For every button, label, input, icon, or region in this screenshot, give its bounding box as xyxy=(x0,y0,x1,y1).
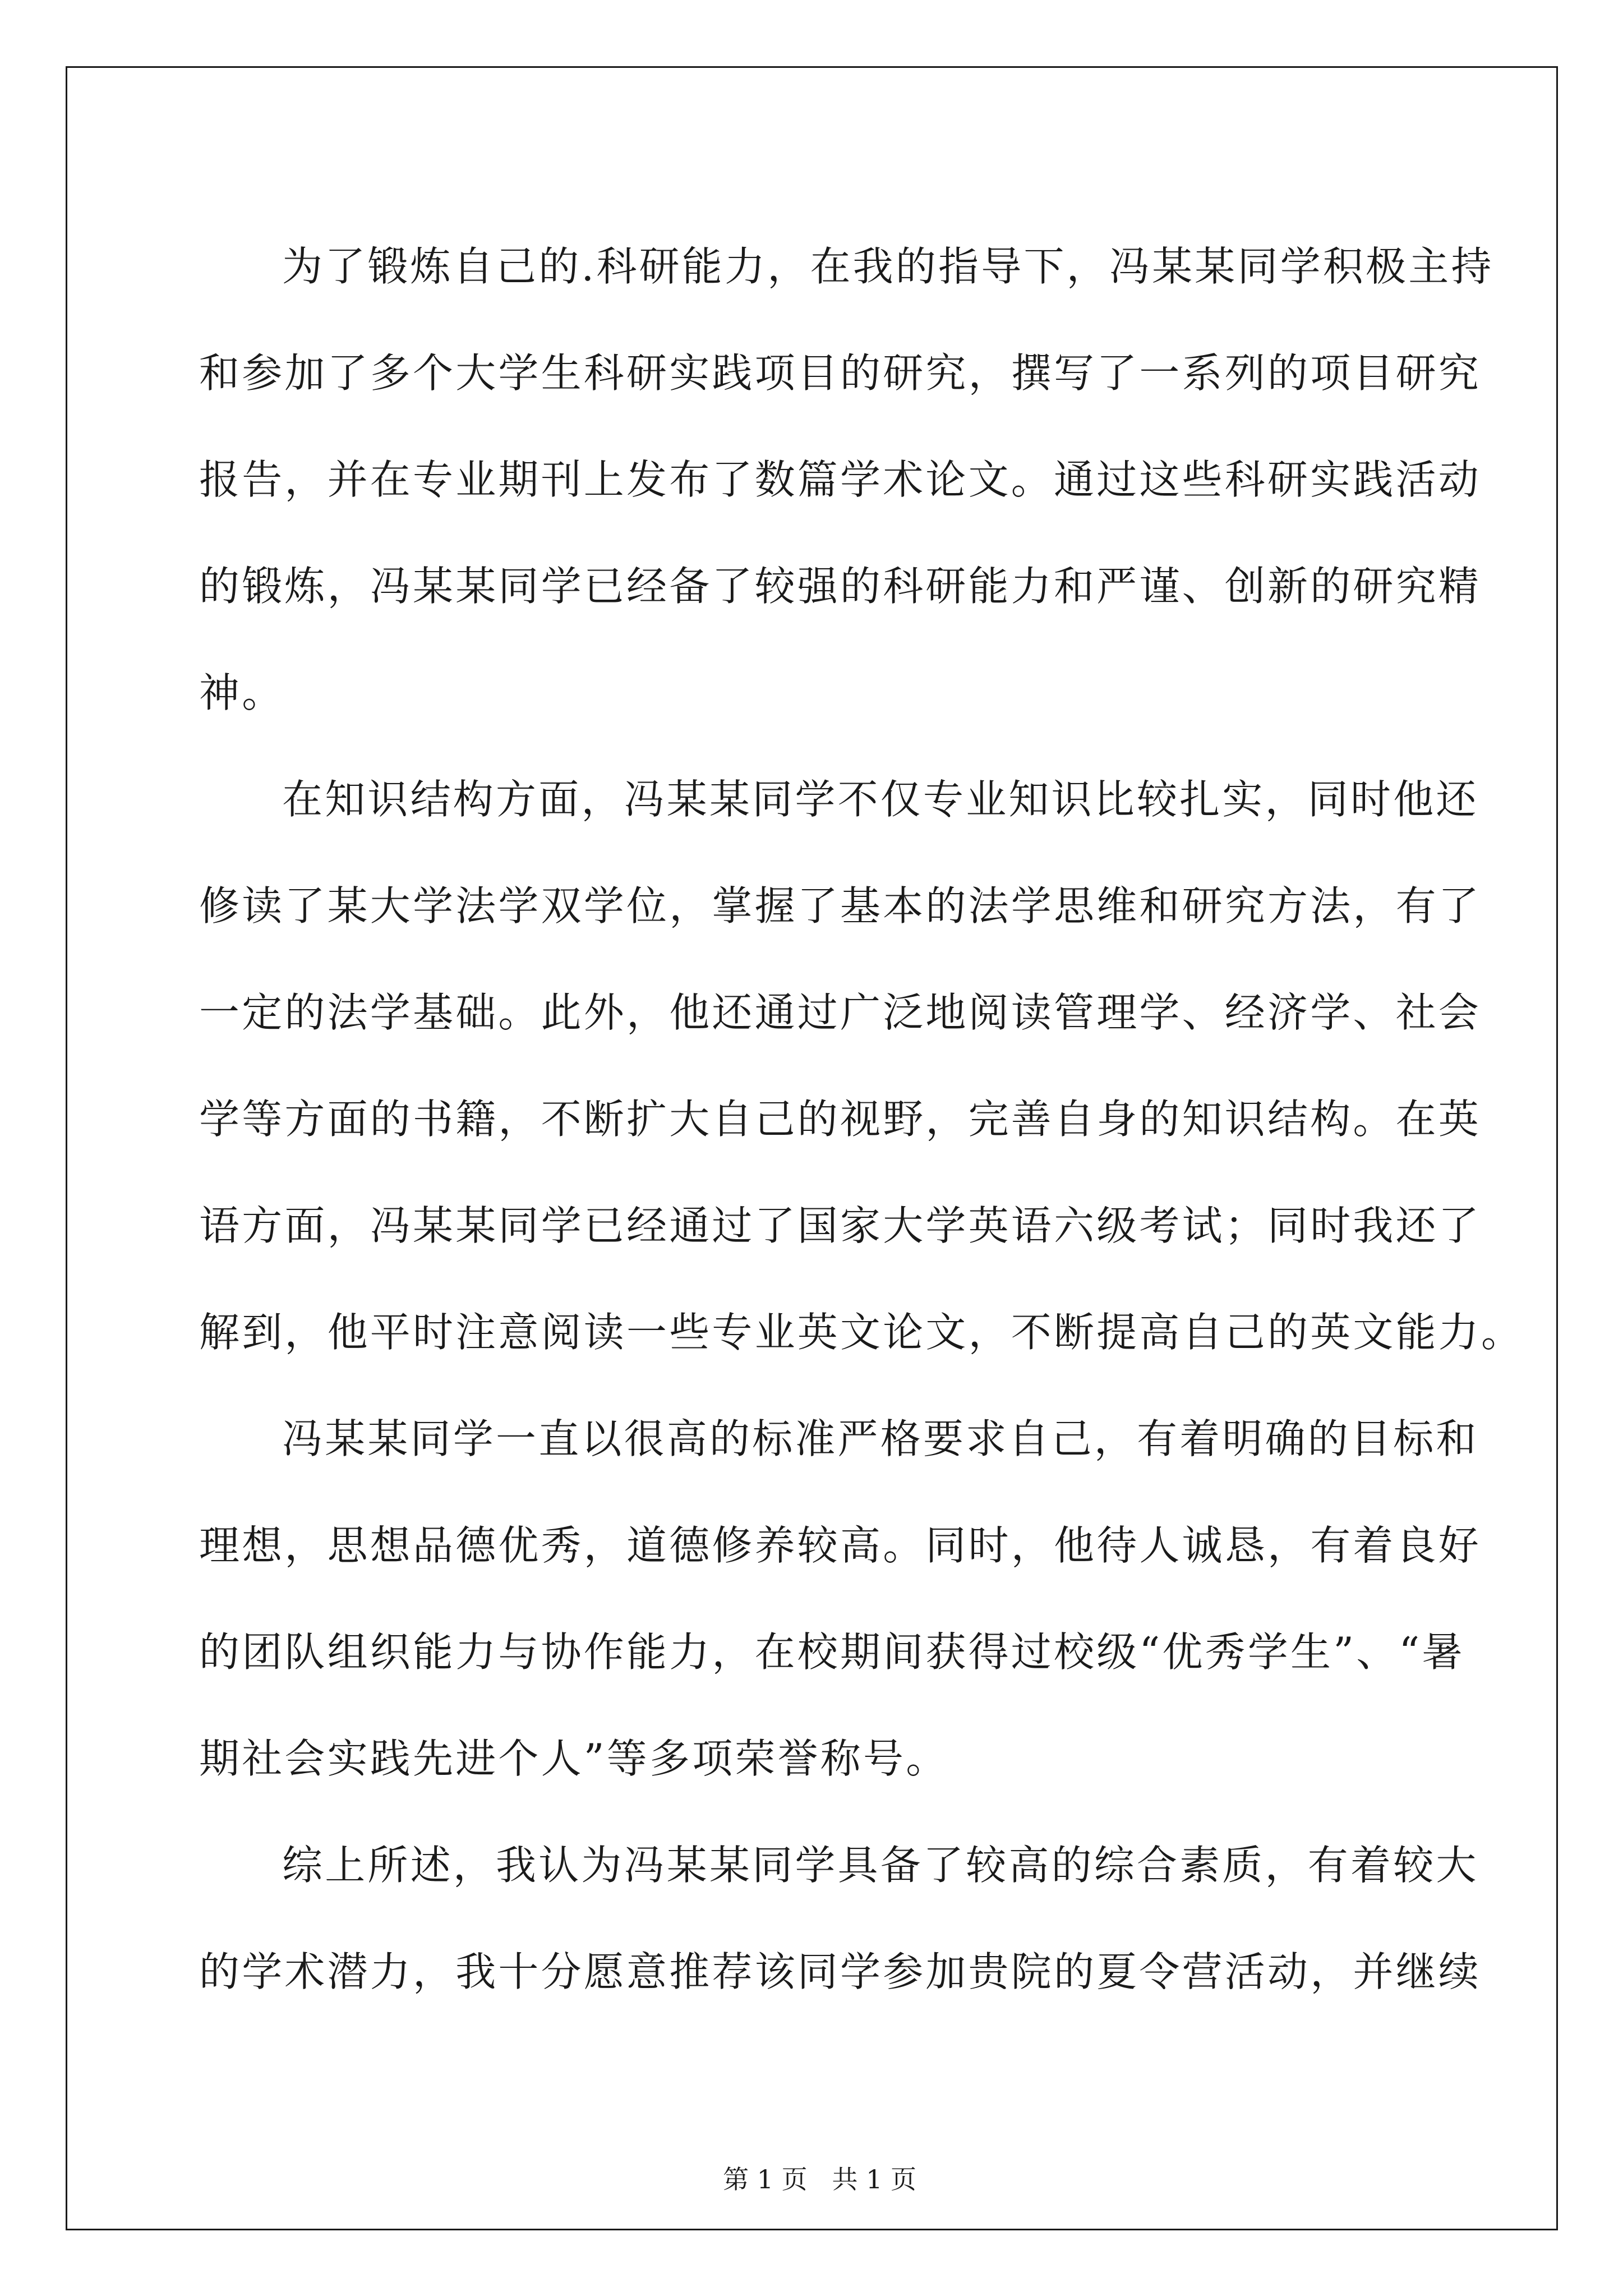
paragraph-line: 一定的法学基础。此外，他还通过广泛地阅读管理学、经济学、社会 xyxy=(199,989,1482,1036)
paragraph-line: 的学术潜力，我十分愿意推荐该同学参加贵院的夏令营活动，并继续 xyxy=(199,1948,1482,1995)
paragraph-line: 冯某某同学一直以很高的标准严格要求自己，有着明确的目标和 xyxy=(282,1415,1479,1462)
paragraph-line: 的团队组织能力与协作能力，在校期间获得过校级“优秀学生”、“暑 xyxy=(199,1628,1465,1676)
paragraph-line: 报告，并在专业期刊上发布了数篇学术论文。通过这些科研实践活动 xyxy=(199,456,1482,503)
paragraph-line: 为了锻炼自己的.科研能力，在我的指导下，冯某某同学积极主持 xyxy=(282,243,1494,290)
paragraph-line: 综上所述，我认为冯某某同学具备了较高的综合素质，有着较大 xyxy=(282,1842,1479,1889)
paragraph-line: 解到，他平时注意阅读一些专业英文论文，不断提高自己的英文能力。 xyxy=(199,1309,1524,1356)
paragraph-line: 的锻炼，冯某某同学已经备了较强的科研能力和严谨、创新的研究精 xyxy=(199,563,1482,610)
paragraph-line: 学等方面的书籍，不断扩大自己的视野，完善自身的知识结构。在英 xyxy=(199,1096,1482,1143)
paragraph-line: 修读了某大学法学双学位，掌握了基本的法学思维和研究方法，有了 xyxy=(199,882,1482,930)
page-footer xyxy=(0,2129,1623,2196)
paragraph-line: 语方面，冯某某同学已经通过了国家大学英语六级考试；同时我还了 xyxy=(199,1202,1482,1249)
paragraph-line: 期社会实践先进个人”等多项荣誉称号。 xyxy=(199,1735,949,1782)
paragraph-line: 和参加了多个大学生科研实践项目的研究，撰写了一系列的项目研究 xyxy=(199,349,1482,397)
paragraph-line: 理想，思想品德优秀，道德修养较高。同时，他待人诚恳，有着良好 xyxy=(199,1522,1482,1569)
paragraph-line: 在知识结构方面，冯某某同学不仅专业知识比较扎实，同时他还 xyxy=(282,776,1479,823)
page-number-label: 第 1 页 共 1 页 xyxy=(723,2164,917,2194)
document-body xyxy=(199,213,1524,2025)
paragraph-line: 神。 xyxy=(199,669,285,716)
